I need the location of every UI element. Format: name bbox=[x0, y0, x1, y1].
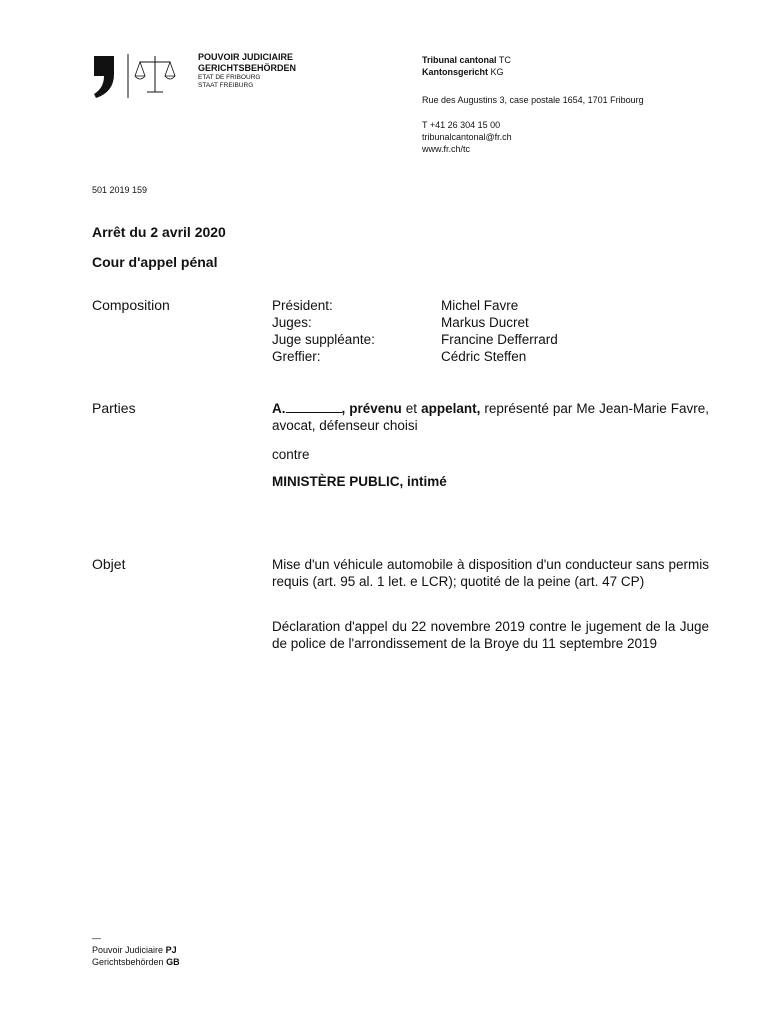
composition-label: Composition bbox=[92, 297, 170, 313]
footer-line-fr bbox=[92, 944, 180, 956]
court-name-de: Kantonsgericht bbox=[422, 67, 489, 77]
judiciary-org-name bbox=[198, 52, 296, 90]
footer-line-de bbox=[92, 956, 180, 968]
footer-abbr-fr: PJ bbox=[165, 945, 177, 955]
org-name-fr: POUVOIR JUDICIAIRE bbox=[198, 52, 294, 62]
court-name-fr: Tribunal cantonal bbox=[422, 55, 497, 65]
appellant-role-defendant: , prévenu bbox=[341, 401, 402, 416]
name-clerk: Cédric Steffen bbox=[441, 349, 527, 364]
footer bbox=[92, 932, 180, 968]
court-abbr-fr: TC bbox=[498, 55, 511, 65]
appellant-role-appellant: appelant, bbox=[421, 401, 481, 416]
subject-paragraph-1: Mise d'un véhicule automobile à disposition d'un conducteur sans permis requis (art. 95 al. 1 let. e LCR); quotité de la peine (art. 47 CP) bbox=[272, 557, 709, 589]
appellant-initial: A. bbox=[272, 401, 286, 416]
state-name-de: STAAT FREIBURG bbox=[198, 82, 254, 89]
state-name-fr: ETAT DE FRIBOURG bbox=[198, 74, 261, 81]
court-website[interactable]: www.fr.ch/tc bbox=[422, 144, 471, 154]
appellant-and: et bbox=[401, 401, 422, 416]
composition-names bbox=[441, 297, 558, 365]
footer-dash: — bbox=[92, 933, 101, 943]
role-president: Président: bbox=[272, 298, 333, 313]
role-judges: Juges: bbox=[272, 315, 312, 330]
subject-label: Objet bbox=[92, 556, 126, 572]
court-address: Rue des Augustins 3, case postale 1654, 1701 Fribourg bbox=[422, 95, 644, 105]
case-reference: 501 2019 159 bbox=[92, 185, 148, 195]
court-email[interactable]: tribunalcantonal@fr.ch bbox=[422, 132, 512, 142]
footer-abbr-de: GB bbox=[166, 957, 180, 967]
footer-org-fr: Pouvoir Judiciaire bbox=[92, 945, 164, 955]
org-name-de: GERICHTSBEHÖRDEN bbox=[198, 63, 297, 73]
versus-text: contre bbox=[272, 447, 310, 462]
court-name-fr-line bbox=[422, 54, 644, 66]
court-contact-block bbox=[422, 54, 644, 155]
role-substitute-judge: Juge suppléante: bbox=[272, 332, 375, 347]
appellant-paragraph bbox=[272, 400, 709, 434]
court-name-de-line bbox=[422, 66, 644, 78]
court-section-title: Cour d'appel pénal bbox=[92, 254, 218, 270]
judgment-title: Arrêt du 2 avril 2020 bbox=[92, 224, 226, 240]
respondent-name: MINISTÈRE PUBLIC, intimé bbox=[272, 474, 447, 489]
footer-org-de: Gerichtsbehörden bbox=[92, 957, 164, 967]
name-president: Michel Favre bbox=[441, 298, 519, 313]
name-judges: Markus Ducret bbox=[441, 315, 529, 330]
name-substitute-judge: Francine Defferrard bbox=[441, 332, 558, 347]
appellant-representation: représenté par Me Jean-Marie Favre, avocat, défenseur choisi bbox=[272, 401, 709, 433]
redacted-name-blank bbox=[286, 400, 342, 413]
role-clerk: Greffier: bbox=[272, 349, 321, 364]
parties-label: Parties bbox=[92, 400, 136, 416]
court-phone: T +41 26 304 15 00 bbox=[422, 120, 501, 130]
scales-of-justice-icon bbox=[92, 52, 176, 100]
court-abbr-de: KG bbox=[490, 67, 504, 77]
composition-roles bbox=[272, 297, 375, 365]
subject-paragraph-2: Déclaration d'appel du 22 novembre 2019 contre le jugement de la Juge de police de l'arrondissement de la Broye du 11 septembre 2019 bbox=[272, 619, 709, 651]
fribourg-judiciary-logo bbox=[92, 52, 176, 100]
